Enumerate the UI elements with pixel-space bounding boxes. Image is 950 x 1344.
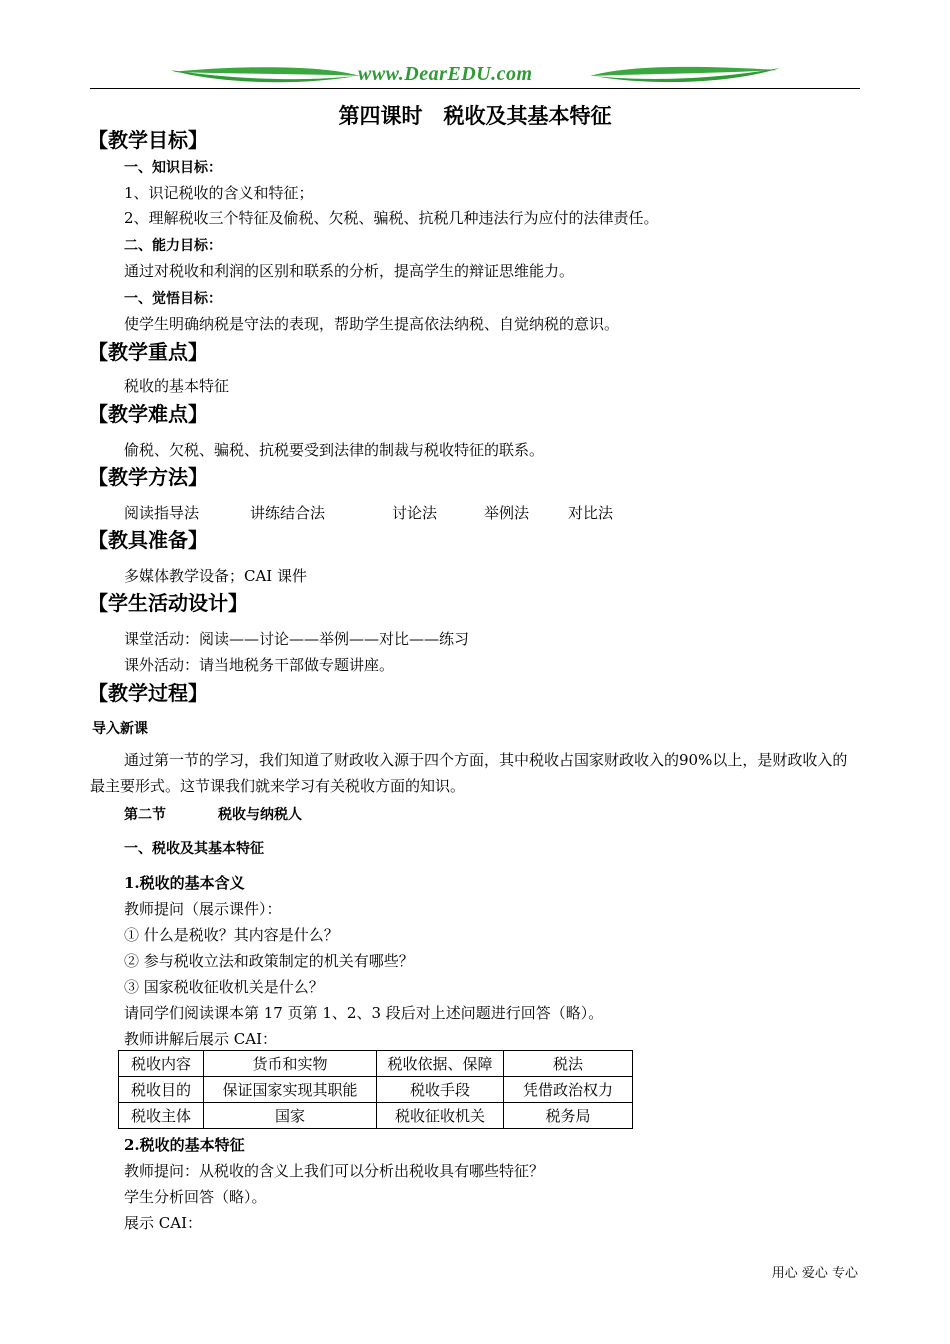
tools-text: 多媒体教学设备；CAI 课件 bbox=[124, 567, 308, 585]
page-title: 第四课时 税收及其基本特征 bbox=[338, 104, 612, 128]
section-number: 第二节 bbox=[124, 807, 166, 823]
awareness-text: 使学生明确纳税是守法的表现，帮助学生提高依法纳税、自觉纳税的意识。 bbox=[124, 315, 620, 333]
features-title: 2.税收的基本特征 bbox=[124, 1136, 245, 1154]
method-item: 举例法 bbox=[484, 504, 530, 522]
table-cell: 税收内容 bbox=[119, 1051, 204, 1077]
ability-text: 通过对税收和利润的区别和联系的分析，提高学生的辩证思维能力。 bbox=[124, 262, 575, 280]
part-title: 一、税收及其基本特征 bbox=[124, 841, 264, 857]
knowledge-title: 一、知识目标： bbox=[124, 160, 222, 176]
knowledge-item: 2、理解税收三个特征及偷税、欠税、骗税、抗税几种违法行为应付的法律责任。 bbox=[124, 209, 659, 227]
process-heading: 【教学过程】 bbox=[88, 681, 208, 705]
method-item: 阅读指导法 bbox=[124, 504, 200, 522]
table-cell: 税收主体 bbox=[119, 1103, 204, 1129]
knowledge-item: 1、识记税收的含义和特征； bbox=[124, 184, 314, 202]
table-cell: 税收依据、保障 bbox=[377, 1051, 504, 1077]
method-item: 对比法 bbox=[568, 504, 614, 522]
question-item: ② 参与税收立法和政策制定的机关有哪些？ bbox=[124, 952, 414, 970]
key-points-heading: 【教学重点】 bbox=[88, 340, 208, 364]
objectives-heading: 【教学目标】 bbox=[88, 128, 208, 152]
in-class-activity: 课堂活动：阅读——讨论——举例——对比——练习 bbox=[124, 630, 470, 648]
methods-heading: 【教学方法】 bbox=[88, 465, 208, 489]
table-cell: 货币和实物 bbox=[204, 1051, 377, 1077]
tools-heading: 【教具准备】 bbox=[88, 528, 208, 552]
table-cell: 保证国家实现其职能 bbox=[204, 1077, 377, 1103]
key-points-text: 税收的基本特征 bbox=[124, 377, 230, 395]
ability-title: 二、能力目标： bbox=[124, 238, 222, 254]
student-answer: 学生分析回答（略）。 bbox=[124, 1188, 267, 1206]
intro-title: 导入新课 bbox=[92, 721, 148, 737]
footer-slogan: 用心 爱心 专心 bbox=[771, 1266, 858, 1281]
table-cell: 国家 bbox=[204, 1103, 377, 1129]
table-cell: 税收征收机关 bbox=[377, 1103, 504, 1129]
awareness-title: 一、觉悟目标： bbox=[124, 291, 222, 307]
table-cell: 税收手段 bbox=[377, 1077, 504, 1103]
header-site-name: www.DearEDU.com bbox=[358, 63, 533, 85]
show-cai: 教师讲解后展示 CAI： bbox=[124, 1030, 278, 1048]
table-cell: 凭借政治权力 bbox=[504, 1077, 633, 1103]
after-class-activity: 课外活动：请当地税务干部做专题讲座。 bbox=[124, 656, 395, 674]
header-rule bbox=[90, 88, 860, 89]
difficulties-text: 偷税、欠税、骗税、抗税要受到法律的制裁与税收特征的联系。 bbox=[124, 441, 545, 459]
question-item: ① 什么是税收？其内容是什么？ bbox=[124, 926, 339, 944]
intro-paragraph: 通过第一节的学习，我们知道了财政收入源于四个方面，其中税收占国家财政收入的90%以上，是财政收入的最主要形式。这节课我们就来学习有关税收方面的知识。 bbox=[90, 751, 848, 795]
table-cell: 税务局 bbox=[504, 1103, 633, 1129]
method-item: 讲练结合法 bbox=[250, 504, 326, 522]
table-row bbox=[119, 1077, 633, 1103]
table-row bbox=[119, 1051, 633, 1077]
difficulties-heading: 【教学难点】 bbox=[88, 402, 208, 426]
methods-list bbox=[124, 502, 613, 523]
features-ask: 教师提问：从税收的含义上我们可以分析出税收具有哪些特征？ bbox=[124, 1162, 545, 1180]
teacher-ask: 教师提问（展示课件）： bbox=[124, 900, 282, 918]
method-item: 讨论法 bbox=[392, 504, 438, 522]
table-cell: 税收目的 bbox=[119, 1077, 204, 1103]
show-cai-2: 展示 CAI： bbox=[124, 1214, 203, 1232]
activities-heading: 【学生活动设计】 bbox=[88, 591, 248, 615]
tax-meaning-table bbox=[118, 1050, 633, 1129]
question-item: ③ 国家税收征收机关是什么？ bbox=[124, 978, 324, 996]
meaning-title: 1.税收的基本含义 bbox=[124, 874, 245, 892]
section-name: 税收与纳税人 bbox=[218, 807, 302, 823]
reading-task: 请同学们阅读课本第 17 页第 1、2、3 段后对上述问题进行回答（略）。 bbox=[124, 1004, 604, 1022]
table-row bbox=[119, 1103, 633, 1129]
table-cell: 税法 bbox=[504, 1051, 633, 1077]
